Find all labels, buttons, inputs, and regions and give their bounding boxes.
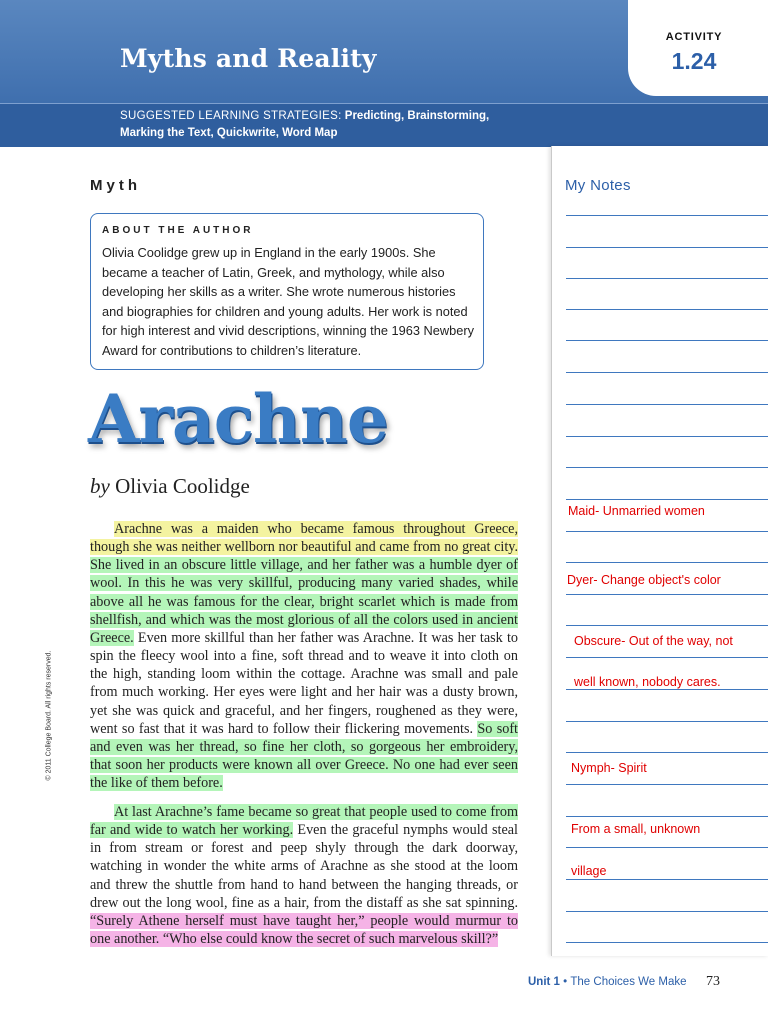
- note-line: [566, 594, 768, 595]
- note-line: [566, 340, 768, 341]
- story-paragraph-2: [90, 803, 518, 948]
- byline-by: by: [90, 474, 110, 498]
- story-text: Even the graceful nymphs would steal in from stream or forest and peep shyly through the dark doorway, watching in wonder the white arms of Arachne as she stood at the loom and threw the shuttle from hand to hand between the hanging threads, or drew out the long wool, fine as a hair, from the distaff as she sat spinning.: [90, 822, 518, 911]
- note-line: [566, 562, 768, 563]
- note-line: [566, 879, 768, 880]
- note-line: [566, 215, 768, 216]
- handwritten-note: Nymph- Spirit: [571, 761, 647, 775]
- note-line: [566, 911, 768, 912]
- strategies-line1: Predicting, Brainstorming,: [344, 110, 490, 122]
- story-text: Even more skillful than her father was Arachne. It was her task to spin the fleecy wool into a fine, soft thread and to weave it into cloth on the high, standing loom within the cottage. Arachne was small and pale from much working. Her eyes were light and her hair was a dusty brown, yet she was quick and graceful, and her fingers, roughened as they were, went so fast that it was hard to follow their flickering movements.: [90, 629, 519, 737]
- story-title: Arachne: [88, 380, 388, 458]
- note-line: [566, 467, 768, 468]
- handwritten-note: Dyer- Change object's color: [567, 573, 721, 587]
- footer-unit-title: The Choices We Make: [570, 976, 687, 988]
- learning-strategies: [120, 108, 520, 142]
- highlight-green: So soft and even was her thread, so fine her cloth, so gorgeous her embroidery, that soon her products were known all over Greece. No one had ever seen the like of them before.: [90, 720, 518, 792]
- copyright-notice: © 2011 College Board. All rights reserved.: [45, 650, 53, 781]
- note-line: [566, 531, 768, 532]
- highlight-green: She lived in an obscure little village, and her father was a humble dyer of wool. In this he was very skillful, producing many varied shades, while above all he was famous for the clear, bright scarlet which is made from shellfish, and which was the most glorious of all the colors used in ancient Greece.: [90, 557, 518, 646]
- handwritten-note: Obscure- Out of the way, not: [574, 634, 733, 648]
- handwritten-note: village: [571, 864, 607, 878]
- my-notes-title: My Notes: [565, 177, 631, 194]
- note-line: [566, 689, 768, 690]
- note-line: [566, 278, 768, 279]
- note-line: [566, 942, 768, 943]
- page-title: Myths and Reality: [120, 44, 377, 73]
- about-author-heading: ABOUT THE AUTHOR: [102, 225, 254, 236]
- about-author-text: Olivia Coolidge grew up in England in the early 1900s. She became a teacher of Latin, Greek, and mythology, while also developing her skills as a writer. She wrote numerous histories and biographies for children and young adults. Her work is noted for high interest and vivid descriptions, winning the 1963 Newbery Award for contributions to children’s literature.: [102, 245, 475, 358]
- page-number: 73: [706, 974, 720, 989]
- story-byline: [90, 474, 250, 499]
- footer-bullet: •: [563, 976, 568, 988]
- note-line: [566, 436, 768, 437]
- note-line: [566, 625, 768, 626]
- note-line: [566, 657, 768, 658]
- section-heading: Myth: [90, 177, 141, 194]
- note-line: [566, 752, 768, 753]
- strategies-line2: Marking the Text, Quickwrite, Word Map: [120, 127, 338, 139]
- note-line: [566, 309, 768, 310]
- note-line: [566, 499, 768, 500]
- footer-unit: Unit 1: [528, 976, 560, 988]
- handwritten-note: From a small, unknown: [571, 822, 701, 836]
- handwritten-note: Maid- Unmarried women: [568, 504, 705, 518]
- story-paragraph-1: [90, 520, 518, 792]
- highlight-green: At last Arachne’s fame became so great that people used to come from far and wide to watch her working.: [90, 804, 518, 839]
- activity-number: 1.24: [671, 48, 717, 74]
- handwritten-note: well known, nobody cares.: [574, 675, 721, 689]
- page-footer: [528, 976, 687, 988]
- note-line: [566, 784, 768, 785]
- note-line: [566, 247, 768, 248]
- note-line: [566, 721, 768, 722]
- highlight-pink: “Surely Athene herself must have taught her,” people would murmur to one another. “Who else could know the secret of such marvelous skill?”: [90, 912, 518, 948]
- note-line: [566, 847, 768, 848]
- note-line: [566, 404, 768, 405]
- activity-label: ACTIVITY: [665, 31, 723, 43]
- strategies-label: SUGGESTED LEARNING STRATEGIES:: [120, 110, 342, 122]
- note-line: [566, 372, 768, 373]
- byline-author: Olivia Coolidge: [115, 474, 250, 498]
- note-line: [566, 816, 768, 817]
- highlight-yellow: Arachne was a maiden who became famous throughout Greece, though she was neither wellborn nor beautiful and came from no great city.: [90, 521, 518, 556]
